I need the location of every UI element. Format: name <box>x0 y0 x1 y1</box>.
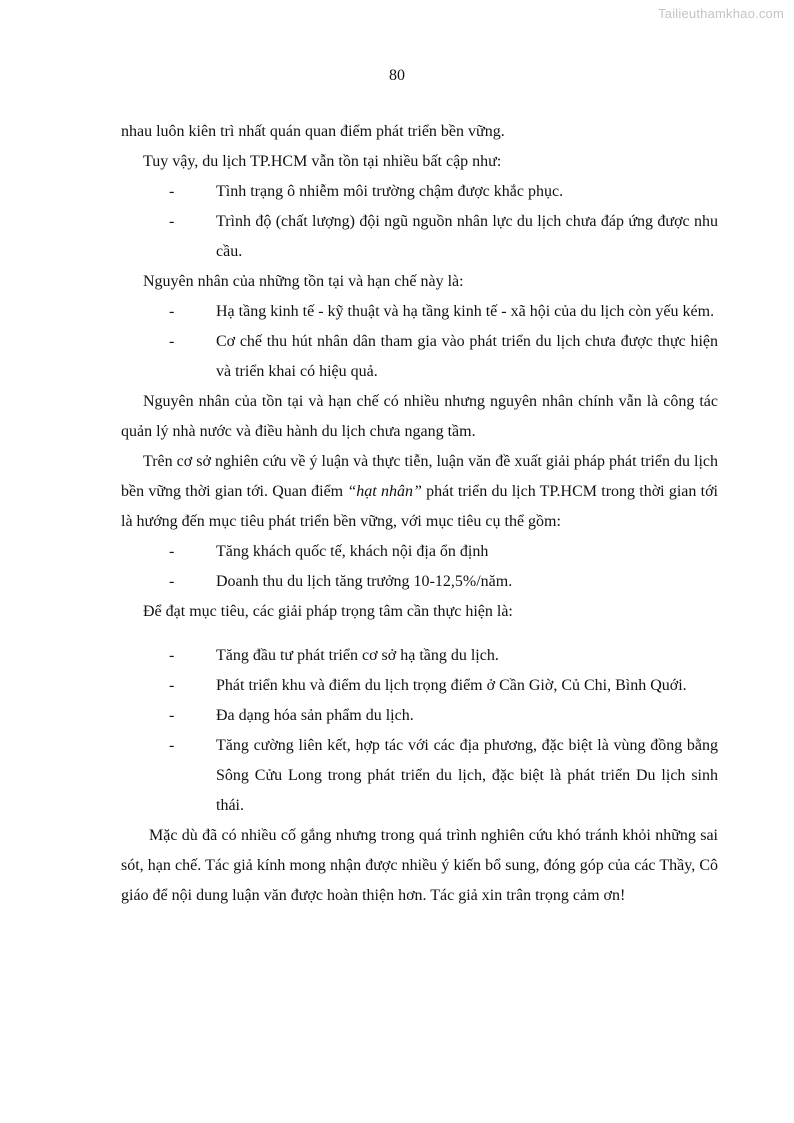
paragraph-2: Tuy vậy, du lịch TP.HCM vẫn tồn tại nhiều bất cập như: <box>143 153 502 170</box>
list-item <box>121 537 718 567</box>
paragraph-4: Nguyên nhân của tồn tại và hạn chế có nhiều nhưng nguyên nhân chính vẫn là công tác quản lý nhà nước và điều hành du lịch chưa ngang tầm. <box>121 393 718 440</box>
bullet-dash: - <box>169 707 175 724</box>
paragraph-1: nhau luôn kiên trì nhất quán quan điểm phát triển bền vững. <box>121 123 505 140</box>
bullet-text: Tăng cường liên kết, hợp tác với các địa phương, đặc biệt là vùng đồng bằng Sông Cửu Long trong phát triển du lịch, đặc biệt là phát triển Du lịch sinh thái. <box>216 737 718 814</box>
page-number: 80 <box>389 67 405 84</box>
paragraph-5-part-2: phát triển du lịch TP.HCM trong thời gian tới là hướng đến mục tiêu phát triển bền vững, với mục tiêu cụ thể gồm: <box>121 483 719 530</box>
list-item <box>121 297 718 327</box>
list-item <box>121 207 718 267</box>
paragraph-3: Nguyên nhân của những tồn tại và hạn chế này là: <box>143 273 464 290</box>
spacer <box>121 627 718 641</box>
list-item <box>121 731 718 821</box>
paragraph-5-italic: “hạt nhân” <box>347 483 422 500</box>
bullet-dash: - <box>169 543 175 560</box>
list-item <box>121 327 718 387</box>
bullet-text: Đa dạng hóa sản phẩm du lịch. <box>216 707 414 724</box>
bullet-text: Trình độ (chất lượng) đội ngũ nguồn nhân lực du lịch chưa đáp ứng được nhu cầu. <box>216 213 718 260</box>
bullet-text: Cơ chế thu hút nhân dân tham gia vào phát triển du lịch chưa được thực hiện và triển khai có hiệu quả. <box>216 333 718 380</box>
list-item <box>121 671 718 701</box>
bullet-text: Hạ tầng kinh tế - kỹ thuật và hạ tầng kinh tế - xã hội của du lịch còn yếu kém. <box>216 303 715 320</box>
bullet-dash: - <box>169 677 175 694</box>
bullet-dash: - <box>169 647 175 664</box>
bullet-dash: - <box>169 573 175 590</box>
list-item <box>121 567 718 597</box>
bullet-dash: - <box>169 213 175 230</box>
bullet-text: Phát triển khu và điểm du lịch trọng điểm ở Cần Giờ, Củ Chi, Bình Quới. <box>216 677 687 694</box>
paragraph-5-part-1: Trên cơ sở nghiên cứu về ý luận và thực tiễn, luận văn đề xuất giải pháp phát triển du lịch bền vững thời gian tới. Quan điểm <box>121 453 718 500</box>
list-item <box>121 701 718 731</box>
paragraph-7: Mặc dù đã có nhiều cố gắng nhưng trong quá trình nghiên cứu khó tránh khỏi những sai sót, hạn chế. Tác giả kính mong nhận được nhiều ý kiến bổ sung, đóng góp của các Thầy, Cô giáo để nội dung luận văn được hoàn thiện hơn. Tác giả xin trân trọng cảm ơn! <box>121 827 718 904</box>
bullet-dash: - <box>169 333 175 350</box>
watermark: Tailieuthamkhao.com <box>658 6 784 21</box>
bullet-text: Doanh thu du lịch tăng trưởng 10-12,5%/năm. <box>216 573 513 590</box>
bullet-text: Tình trạng ô nhiễm môi trường chậm được khắc phục. <box>216 183 564 200</box>
bullet-dash: - <box>169 303 175 320</box>
paragraph-5 <box>121 447 718 537</box>
bullet-text: Tăng đầu tư phát triển cơ sở hạ tầng du lịch. <box>216 647 499 664</box>
bullet-text: Tăng khách quốc tế, khách nội địa ổn định <box>216 543 489 560</box>
bullet-dash: - <box>169 737 175 754</box>
list-item <box>121 641 718 671</box>
paragraph-6: Để đạt mục tiêu, các giải pháp trọng tâm cần thực hiện là: <box>143 603 513 620</box>
list-item <box>121 177 718 207</box>
document-body <box>121 117 718 911</box>
bullet-dash: - <box>169 183 175 200</box>
